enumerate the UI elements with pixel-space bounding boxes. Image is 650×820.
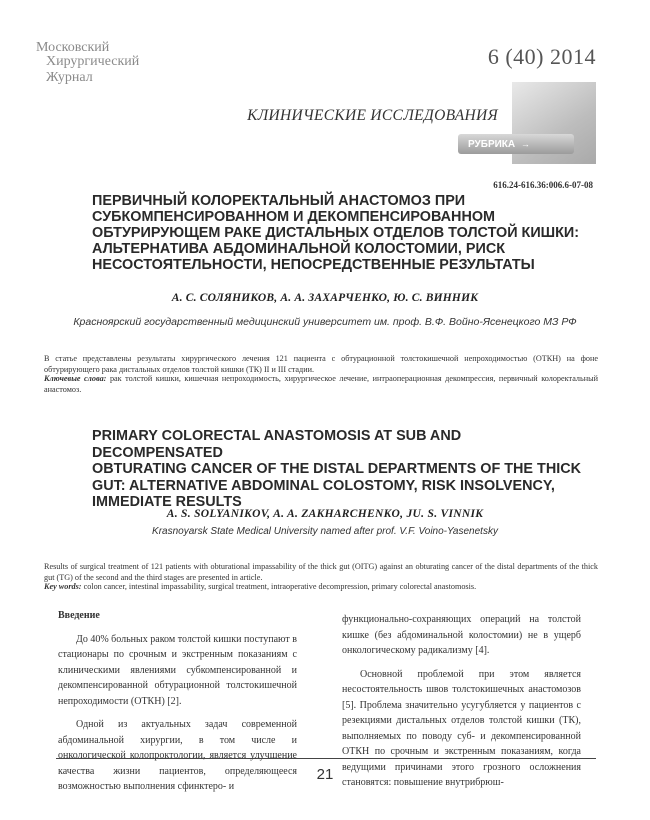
section-title: КЛИНИЧЕСКИЕ ИССЛЕДОВАНИЯ (247, 107, 498, 124)
rubric-tag (458, 134, 574, 154)
issue-number: 6 (40) 2014 (487, 44, 596, 69)
logo-line-2: Хирургический (46, 54, 140, 69)
logo-line-3: Журнал (46, 70, 93, 85)
journal-logo (36, 40, 176, 94)
keywords-text-en: colon cancer, intestinal impassability, surgical treatment, intraoperative decompression, primary colorectal anastomosis. (83, 582, 477, 591)
abstract-ru: В статье представлены результаты хирургического лечения 121 пациента с обтурационной толстокишечной непроходимостью (ОТКН) на фоне обтурирующего рака дистальных отделов толстой кишки (ТК) II и III стадии. (44, 354, 598, 374)
paragraph: функционально-сохраняющих операций на толстой кишке (без абдоминальной колостомии) не в ущерб онкологическому радикализму [4]. (342, 614, 581, 656)
keywords-label-ru: Ключевые слова: (44, 374, 107, 383)
paragraph: До 40% больных раком толстой кишки поступают в стационары по срочным и экстренным показаниям с клиническими явлениями субкомпенсированной и декомпенсированной обтурационной толстокишечной непроходимости (ОТКН) [2]. (58, 633, 297, 707)
paragraph: Основной проблемой при этом является несостоятельность швов толстокишечных анастомозов [5]. Проблема значительно усугубляется у пациентов с резекциями дистальных отделов толстой кишки (ТК), выполняемых по поводу суб- и декомпенсированной ОТКН по срочным и экстренным показаниям, когда ведущими причинами этого грозного осложнения становятся: повышение внутрибрюш- (342, 668, 581, 788)
body-column-right (342, 612, 581, 791)
arrow-right-icon: → (520, 139, 530, 149)
affiliation-ru: Красноярский государственный медицинский университет им. проф. В.Ф. Войно-Ясенецкого МЗ РФ (73, 316, 577, 328)
article-title-en: PRIMARY COLORECTAL ANASTOMOSIS AT SUB AND DECOMPENSATED OBTURATING CANCER OF THE DISTAL DEPARTMENTS OF THE THICK GUT: ALTERNATIVE ABDOMINAL COLOSTOMY, RISK INSOLVENCY, IMMEDIATE RESULTS (92, 428, 581, 510)
logo-line-1: Московский (36, 40, 110, 55)
keywords-ru (44, 373, 598, 395)
section-heading-introduction: Введение (58, 610, 100, 621)
authors-ru: А. С. СОЛЯНИКОВ, А. А. ЗАХАРЧЕНКО, Ю. С. ВИННИК (171, 292, 479, 304)
page-number: 21 (316, 766, 334, 783)
paragraph: Одной из актуальных задач современной абдоминальной хирургии, в том числе и онкологической колопроктологии, является улучшение качества жизни пациентов, определяющееся возможностью выполнения сфинктеро- и (58, 719, 297, 792)
abstract-en: Results of surgical treatment of 121 patients with obturational impassability of the thick gut (OITG) against an obturating cancer of the distal departments of the thick gut (TG) of the second and the third stages are presented in article. (44, 562, 598, 582)
keywords-label-en: Key words: (44, 582, 82, 591)
rubric-tag-label: РУБРИКА (468, 139, 516, 150)
affiliation-en: Krasnoyarsk State Medical University named after prof. V.F. Voino-Yasenetsky (152, 526, 498, 537)
udc-code: 616.24-616.36:006.6-07-08 (493, 180, 593, 190)
authors-en: A. S. SOLYANIKOV, A. A. ZAKHARCHENKO, JU. S. VINNIK (166, 508, 484, 520)
keywords-en (44, 581, 598, 592)
keywords-text-ru: рак толстой кишки, кишечная непроходимость, хирургическое лечение, интраоперационная декомпрессия, первичный колоректальный анастомоз. (44, 374, 598, 394)
article-title-ru: ПЕРВИЧНЫЙ КОЛОРЕКТАЛЬНЫЙ АНАСТОМОЗ ПРИ СУБКОМПЕНСИРОВАННОМ И ДЕКОМПЕНСИРОВАННОМ ОБТУРИРУЮЩЕМ РАКЕ ДИСТАЛЬНЫХ ОТДЕЛОВ ТОЛСТОЙ КИШКИ: АЛЬТЕРНАТИВА АБДОМИНАЛЬНОЙ КОЛОСТОМИИ, РИСК НЕСОСТОЯТЕЛЬНОСТИ, НЕПОСРЕДСТВЕННЫЕ РЕЗУЛЬТАТЫ (92, 193, 580, 273)
footer-divider (56, 758, 596, 759)
